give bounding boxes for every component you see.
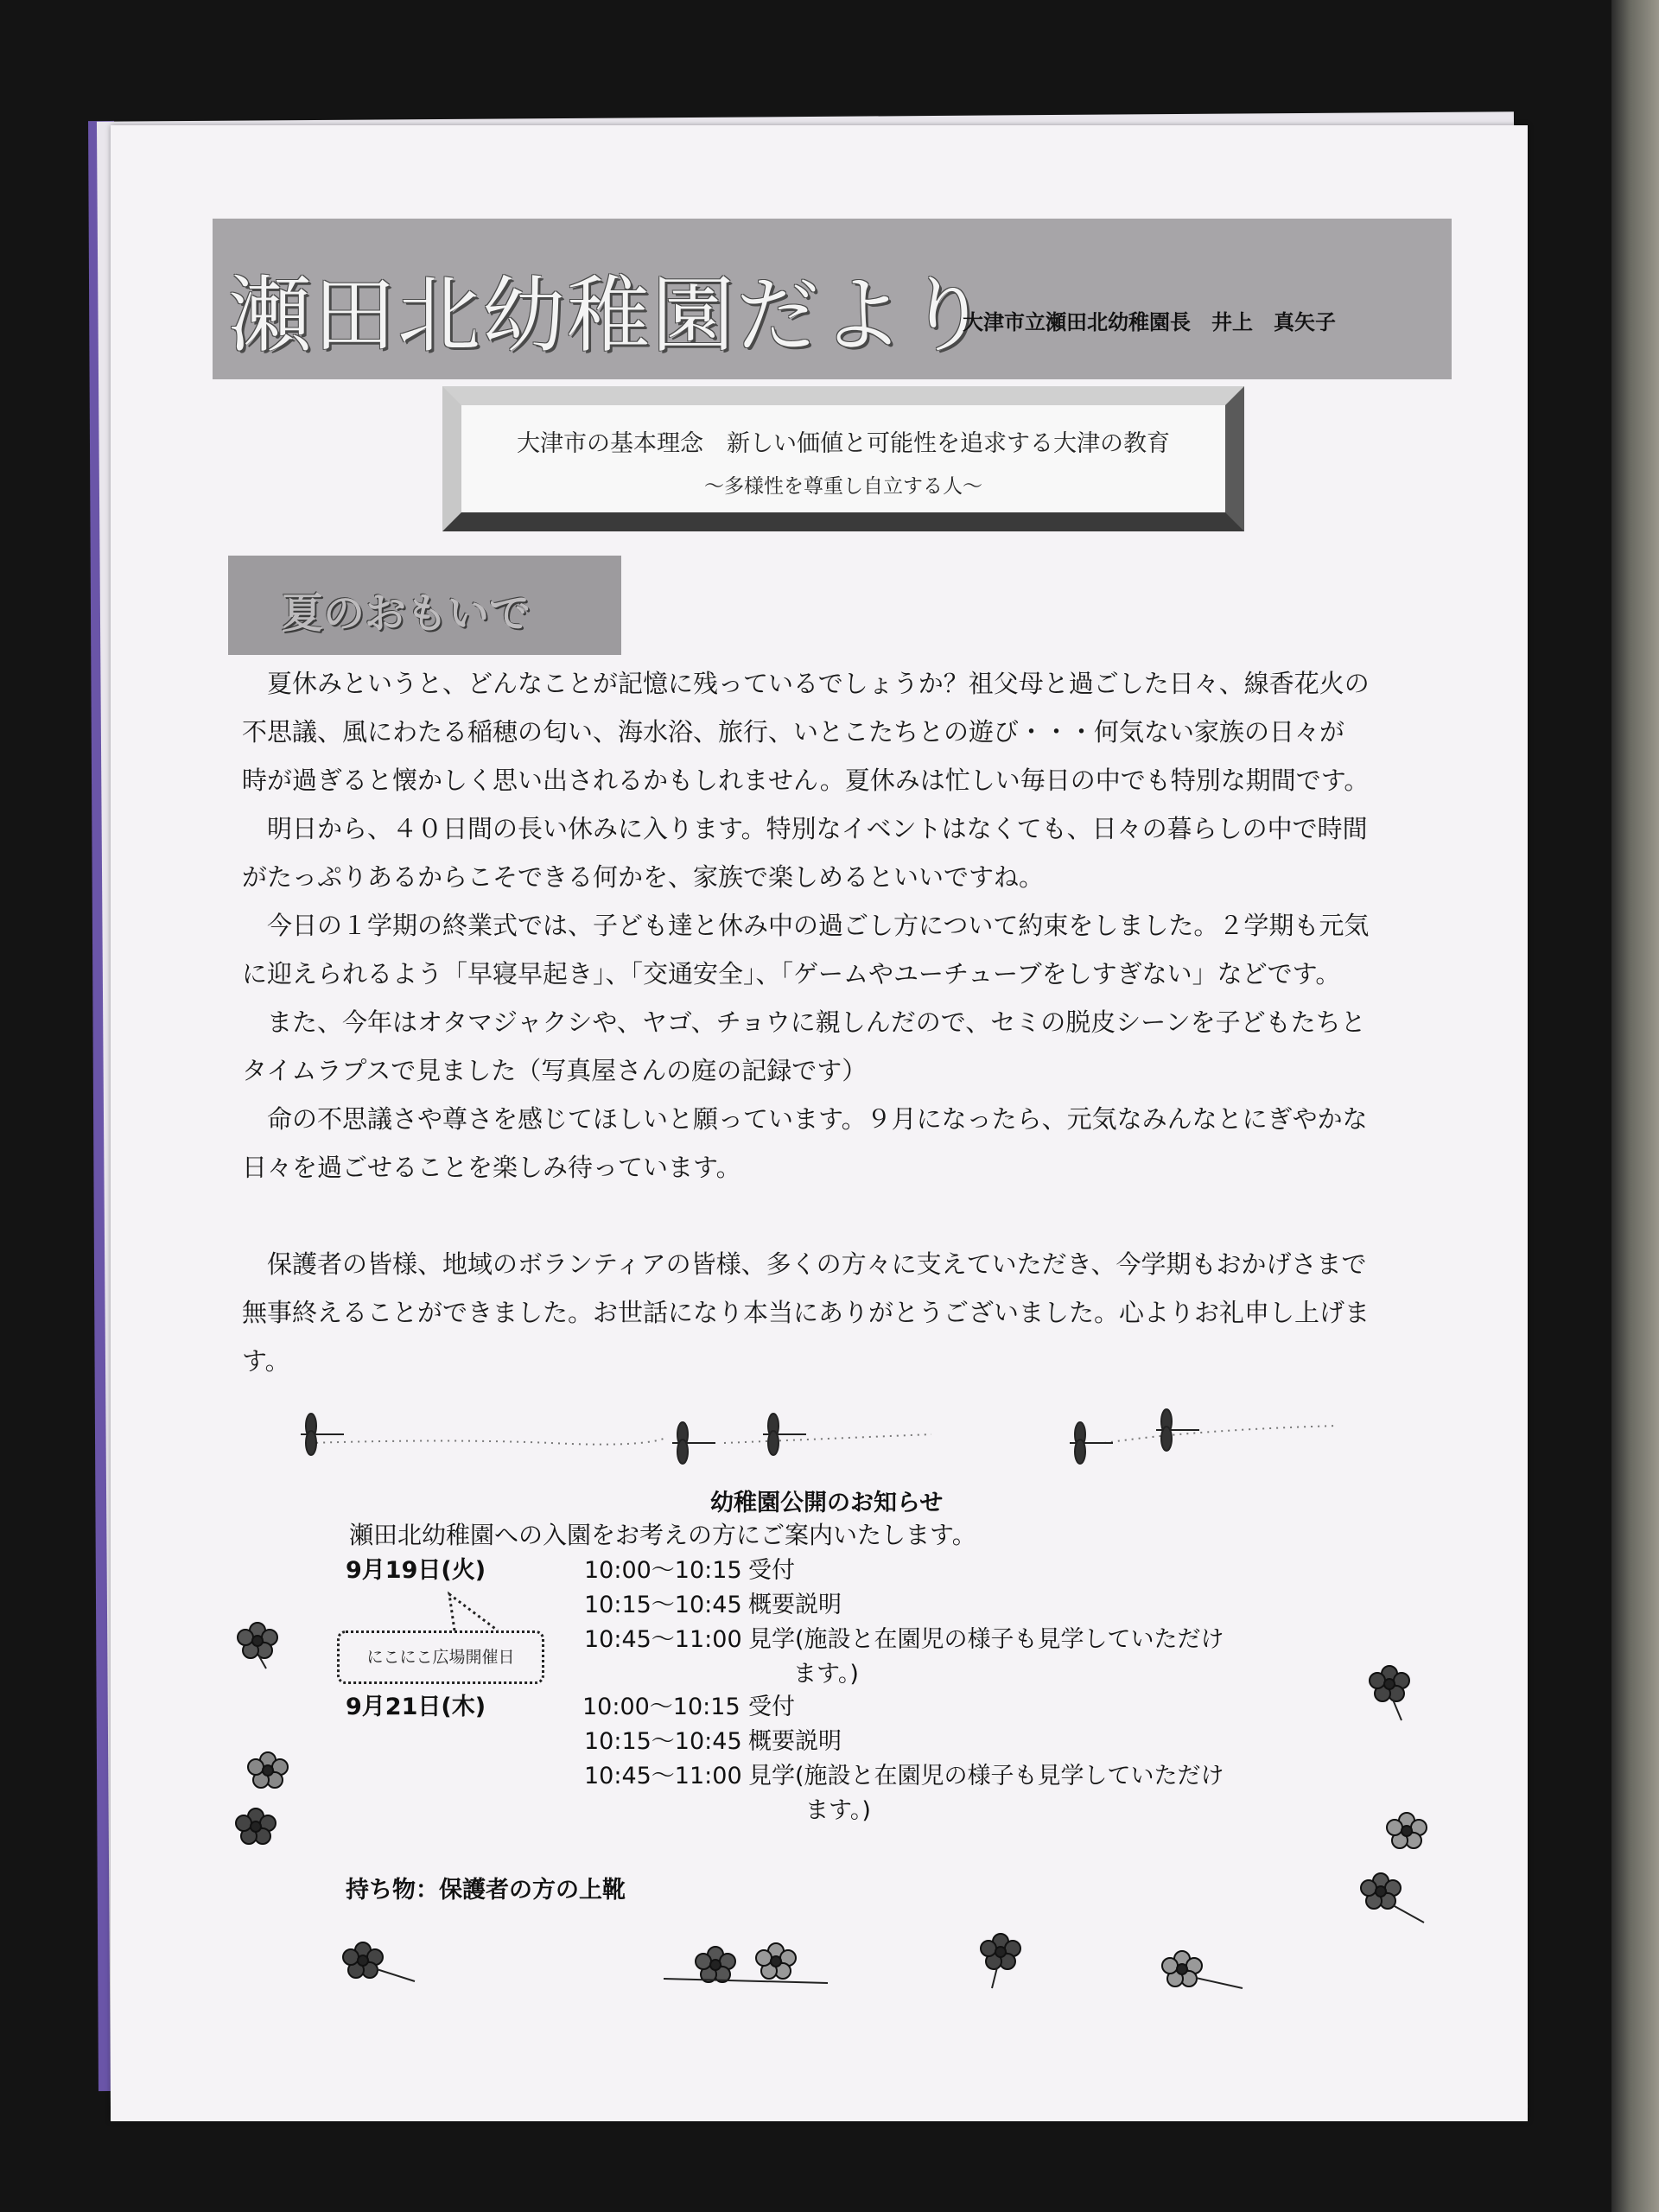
session-activity: 受付 — [748, 1557, 795, 1584]
session-time: 10:00～10:15 — [582, 1694, 741, 1720]
cosmos-flower-icon — [1355, 1862, 1433, 1931]
notice-intro: 瀬田北幼稚園への入園をお考えの方にご案内いたします。 — [349, 1521, 976, 1549]
cosmos-flower-icon — [975, 1923, 1044, 1992]
event-tag: にこにこ広場開催日 — [337, 1630, 544, 1684]
body-line: 日々を過ごせることを楽しみ待っています。 — [242, 1153, 741, 1182]
session-activity: 見学(施設と在園児の様子も見学していただけ — [748, 1763, 1224, 1789]
session-activity-cont: ます。) — [805, 1797, 871, 1824]
session-activity: 概要説明 — [748, 1728, 842, 1755]
thanks-line: 無事終えることができました。お世話になり本当にありがとうございました。心よりお礼申し上げま — [242, 1298, 1370, 1327]
body-line: 今日の１学期の終業式では、子ども達と休み中の過ごし方について約束をしました。２学期も元気 — [242, 911, 1370, 940]
session-activity: 受付 — [748, 1694, 795, 1720]
cosmos-flower-icon — [1156, 1940, 1251, 2000]
session-date: 9月21日(木) — [346, 1694, 486, 1720]
cosmos-flower-icon — [1381, 1802, 1441, 1871]
session-activity: 見学(施設と在園児の様子も見学していただけ — [748, 1626, 1224, 1653]
body-line: に迎えられるよう「早寝早起き」、「交通安全」、「ゲームやユーチューブをしすぎない」などです。 — [242, 959, 1341, 988]
belongings-note: 持ち物：保護者の方の上靴 — [346, 1877, 626, 1904]
section-heading: 夏のおもいで — [282, 589, 531, 638]
author-line: 大津市立瀬田北幼稚園長 井上 真矢子 — [963, 310, 1336, 334]
body-line: 時が過ぎると懐かしく思い出されるかもしれません。夏休みは忙しい毎日の中でも特別な期間です。 — [242, 766, 1370, 795]
body-line: 夏休みというと、どんなことが記憶に残っているでしょうか？祖父母と過ごした日々、線香花火の — [242, 669, 1370, 698]
speech-pointer-icon — [446, 1586, 515, 1637]
newsletter-page — [111, 125, 1528, 2121]
cosmos-flower-icon — [1363, 1655, 1424, 1724]
body-line: 不思議、風にわたる稲穂の匂い、海水浴、旅行、いとこたちとの遊び・・・何気ない家族の日々が — [242, 717, 1345, 747]
body-line: また、今年はオタマジャクシや、ヤゴ、チョウに親しんだので、セミの脱皮シーンを子どもたちと — [242, 1007, 1366, 1037]
dragonfly-border-icon — [275, 1395, 1381, 1465]
thanks-line: す。 — [242, 1346, 290, 1376]
body-line: 命の不思議さや尊さを感じてほしいと願っています。９月になったら、元気なみんなとにぎやかな — [242, 1104, 1368, 1134]
cosmos-flower-icon — [337, 1931, 423, 1992]
section-body — [242, 659, 1508, 1192]
title-banner — [213, 219, 1452, 379]
cosmos-flower-icon — [242, 1741, 302, 1802]
thanks-line: 保護者の皆様、地域のボランティアの皆様、多くの方々に支えていただき、今学期もおかげさまで — [242, 1249, 1367, 1279]
session-time: 10:15～10:45 — [584, 1728, 742, 1755]
section-heading-box — [228, 556, 621, 655]
session-time: 10:00～10:15 — [584, 1557, 742, 1584]
session-time: 10:45～11:00 — [584, 1763, 742, 1789]
cosmos-flower-icon — [230, 1797, 290, 1858]
body-line: 明日から、４０日間の長い休みに入ります。特別なイベントはなくても、日々の暮らしの中で時間 — [242, 814, 1368, 843]
motto-frame — [442, 386, 1244, 531]
body-line: タイムラプスで見ました（写真屋さんの庭の記録です） — [242, 1056, 868, 1085]
body-line: がたっぷりあるからこそできる何かを、家族で楽しめるといいですね。 — [242, 862, 1045, 892]
desk-edge — [1611, 0, 1659, 2212]
session-time: 10:45～11:00 — [584, 1626, 742, 1653]
thanks-paragraph — [242, 1240, 1508, 1385]
motto-main: 大津市の基本理念 新しい価値と可能性を追求する大津の教育 — [517, 430, 1170, 457]
session-activity: 概要説明 — [748, 1592, 842, 1618]
session-activity-cont: ます。) — [793, 1661, 859, 1688]
newsletter-title: 瀬田北幼稚園だより — [228, 267, 990, 364]
motto-sub: ～多様性を尊重し自立する人～ — [704, 475, 982, 498]
session-time: 10:15～10:45 — [584, 1592, 742, 1618]
cosmos-flower-icon — [232, 1611, 292, 1672]
session-date: 9月19日(火) — [346, 1557, 486, 1584]
notice-title: 幼稚園公開のお知らせ — [710, 1490, 944, 1516]
cosmos-flower-icon — [655, 1936, 862, 1996]
